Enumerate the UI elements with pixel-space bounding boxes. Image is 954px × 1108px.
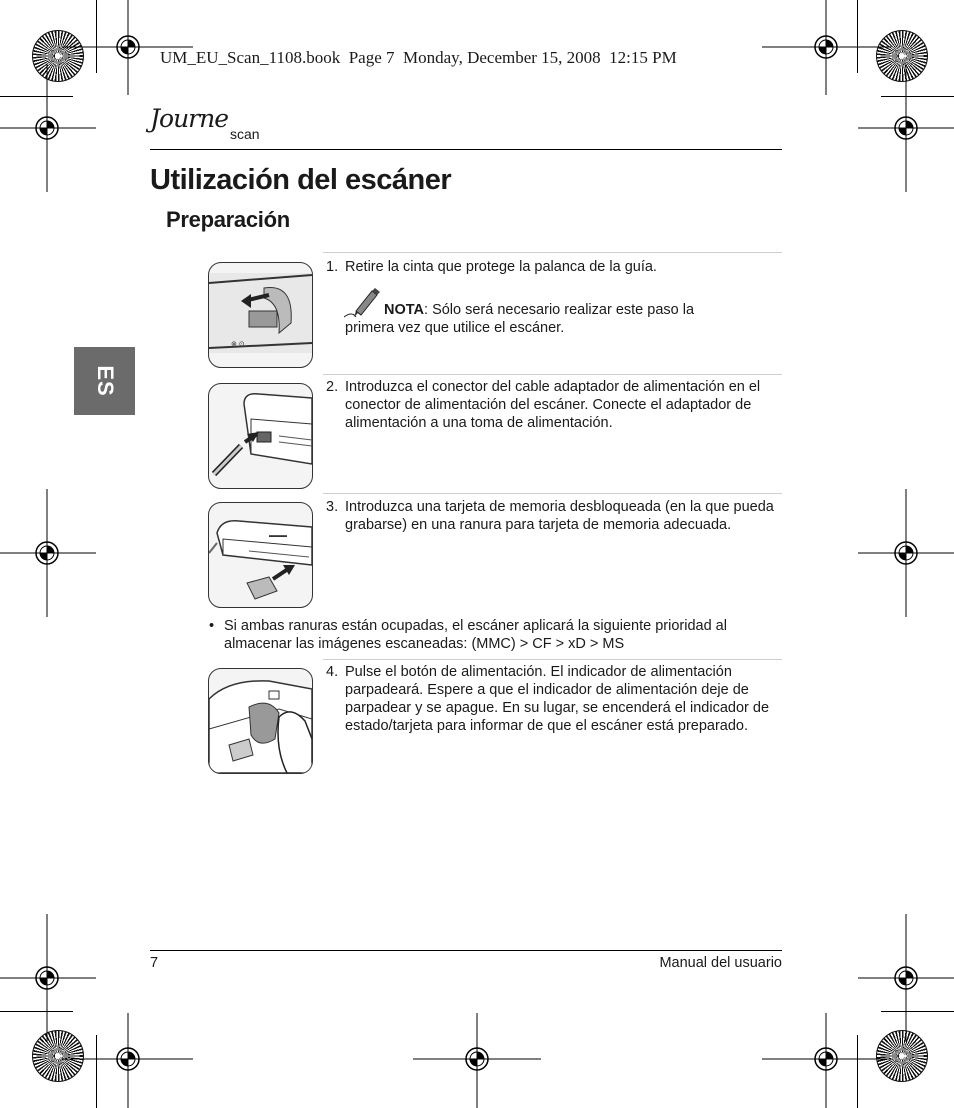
step-text: Pulse el botón de alimentación. El indicador de alimentación parpadeará. Espere a que el indicador de alimentación deje de parpadear y se apague. En su lugar, se encenderá el indicador de estado/tarjeta para informar de que el escáner está preparado. xyxy=(345,664,770,734)
step-number: 2. xyxy=(326,379,339,395)
step-divider xyxy=(323,493,782,494)
logo-sub: scan xyxy=(230,126,260,142)
step-divider xyxy=(323,252,782,253)
step-3-illustration xyxy=(208,502,313,608)
section-title: Preparación xyxy=(166,207,290,232)
step-text: Introduzca una tarjeta de memoria desbloqueada (en la que pueda grabarse) en una ranura para tarjeta de memoria adecuada. xyxy=(345,499,774,533)
language-tab xyxy=(74,347,135,415)
step-text: Introduzca el conector del cable adaptador de alimentación en el conector de alimentación del escáner. Conecte el adaptador de alimentación a una toma de alimentación. xyxy=(345,379,761,431)
step-text: Retire la cinta que protege la palanca de la guía. xyxy=(345,259,657,275)
step-number: 4. xyxy=(326,664,339,680)
footer-rule xyxy=(150,950,782,951)
note-text: : Sólo será necesario realizar este paso la xyxy=(424,302,695,318)
step-4-illustration xyxy=(208,668,313,774)
manual-label: Manual del usuario xyxy=(659,955,782,971)
page-number: 7 xyxy=(150,955,159,971)
note-label: NOTA xyxy=(384,302,425,318)
step-divider xyxy=(323,659,782,660)
page-title: Utilización del escáner xyxy=(150,164,452,196)
language-tab-label: ES xyxy=(92,365,118,397)
print-header: UM_EU_Scan_1108.book Page 7 Monday, December 15, 2008 12:15 PM xyxy=(160,48,677,67)
svg-text:⊗ ⊙: ⊗ ⊙ xyxy=(231,341,245,348)
step-number: 3. xyxy=(326,499,339,515)
bullet-text: Si ambas ranuras están ocupadas, el escáner aplicará la siguiente prioridad al almacenar las imágenes escaneadas: (MMC) > CF > xD > MS xyxy=(224,618,727,652)
step-number: 1. xyxy=(326,259,339,275)
logo-script: Journe xyxy=(150,104,229,133)
header-rule xyxy=(150,149,782,150)
svg-text:▬▬▬: ▬▬▬ xyxy=(269,533,287,539)
brand-logo xyxy=(150,104,280,150)
note-line-2: primera vez que utilice el escáner. xyxy=(345,320,565,336)
step-1-illustration xyxy=(208,262,313,368)
bullet-mark: • xyxy=(209,618,215,634)
step-divider xyxy=(323,374,782,375)
note-line-1 xyxy=(345,301,775,319)
note xyxy=(345,301,775,337)
step-2-illustration xyxy=(208,383,313,489)
